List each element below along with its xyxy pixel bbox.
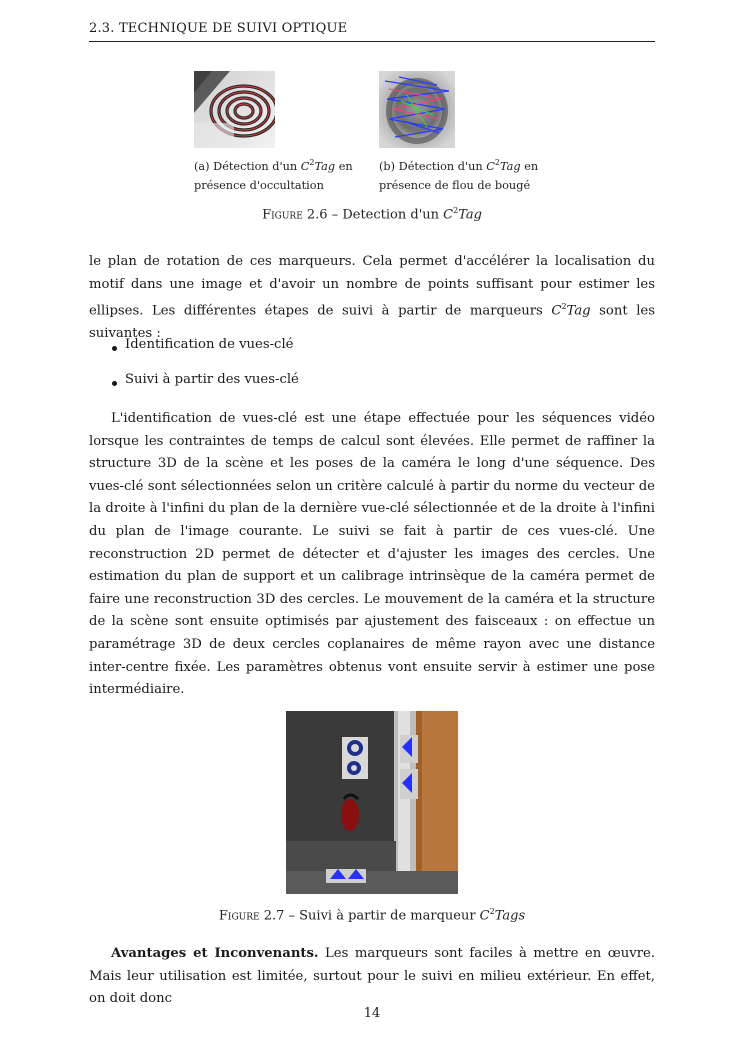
- page-number: 14: [363, 1006, 381, 1021]
- list-item: Suivi à partir des vues-clé: [89, 372, 655, 407]
- bullet-list: [89, 337, 655, 407]
- paragraph-3: Avantages et Inconvenants. Les marqueurs sont faciles à mettre en œuvre. Mais leur utilisation est limitée, surtout pour le suivi en milieu extérieur. En effet, on doit donc: [89, 946, 655, 1007]
- list-item: Identification de vues-clé: [89, 337, 655, 372]
- figure-2-7-caption: Figure 2.7 – Suivi à partir de marqueur $C^2Tags$: [218, 907, 526, 924]
- figure-2-6-caption: Figure 2.6 – Detection d'un $C^2Tag$: [262, 206, 482, 223]
- figure-2-6a-caption: (a) Détection d'un $C^2Tag$ en présence d'occultation: [194, 158, 353, 192]
- figure-2-7-image: [286, 711, 458, 894]
- paragraph-1: le plan de rotation de ces marqueurs. Cela permet d'accélérer la localisation du motif dans une image et d'avoir un nombre de points suffisant pour estimer les ellipses. Les différentes étapes de suivi à partir de marqueurs $C^2Tag$ sont les suivantes :: [89, 254, 655, 342]
- figure-2-6b-image: [379, 71, 455, 148]
- paragraph-heading: Avantages et Inconvenants.: [111, 946, 319, 961]
- figure-2-6a-image: [194, 71, 275, 148]
- paragraph-2: L'identification de vues-clé est une étape effectuée pour les séquences vidéo lorsque les contraintes de temps de calcul sont élevées. Elle permet de raffiner la structure 3D de la scène et les poses de la caméra le long d'une séquence. Des vues-clé sont sélectionnées selon un critère calculé à partir du norme du vecteur de la droite à l'infini du plan de la dernière vue-clé sélectionnée et de la droite à l'infini du plan de l'image courante. Le suivi se fait à partir de ces vues-clé. Une reconstruction 2D permet de détecter et d'ajuster les images des cercles. Une estimation du plan de support et un calibrage intrinsèque de la caméra permet de faire une reconstruction 3D des cercles. Le mouvement de la caméra et la structure de la scène sont ensuite optimisés par ajustement des faisceaux : on effectue un paramétrage 3D de deux cercles coplanaires de même rayon avec une distance inter-centre fixée. Les paramètres obtenus vont ensuite servir à estimer une pose intermédiaire.: [89, 411, 655, 698]
- figure-2-6b-caption: (b) Détection d'un $C^2Tag$ en présence de flou de bougé: [379, 158, 539, 192]
- running-head: 2.3. TECHNIQUE DE SUIVI OPTIQUE: [89, 21, 655, 42]
